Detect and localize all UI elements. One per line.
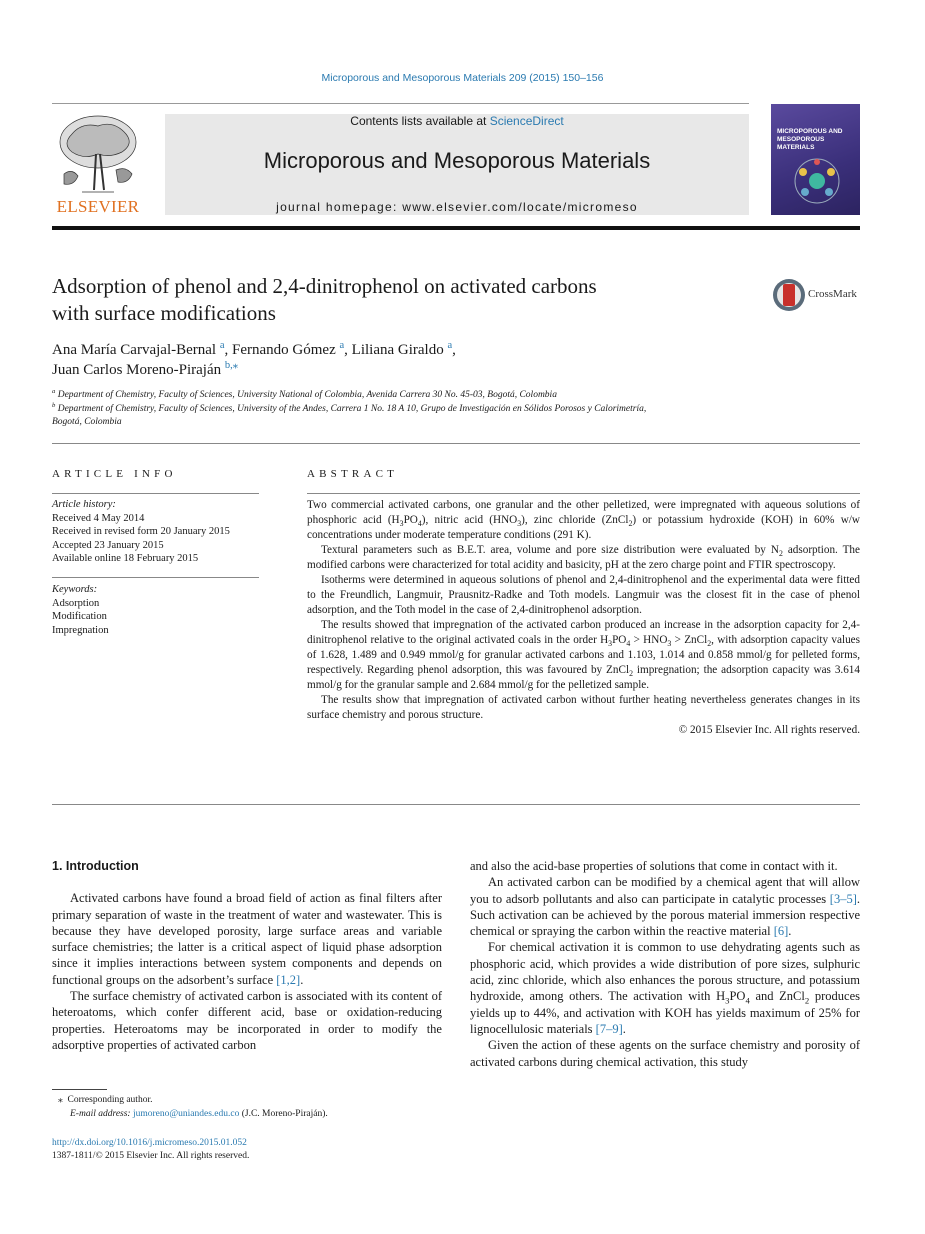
divider xyxy=(52,577,259,578)
history-label: Article history: xyxy=(52,499,116,510)
abstract-label: ABSTRACT xyxy=(307,468,399,480)
keyword-item: Adsorption xyxy=(52,597,100,609)
body-paragraph: and also the acid-base properties of solutions that come in contact with it. xyxy=(470,859,838,873)
affiliations xyxy=(52,389,812,430)
keyword-item: Modification xyxy=(52,611,107,622)
footnote xyxy=(52,1093,442,1121)
author-list: Ana María Carvajal-Bernal $^a$, Fernando Gómez $^a$, Liliana Giraldo $^a$, Juan Carlos Moreno-Piraján $^{b,⁎}$ xyxy=(52,340,456,378)
sciencedirect-link[interactable]: ScienceDirect xyxy=(489,114,564,128)
author-mark[interactable]: b,⁎ xyxy=(224,360,239,371)
affiliation-mark: a xyxy=(52,387,56,395)
email-link[interactable]: jumoreno@uniandes.edu.co xyxy=(132,1109,240,1119)
author-name[interactable]: Ana María Carvajal-Bernal xyxy=(52,342,217,358)
email-suffix: (J.C. Moreno-Piraján). xyxy=(241,1109,328,1119)
divider xyxy=(307,493,860,494)
author-mark[interactable]: a xyxy=(339,340,345,351)
molecule-icon xyxy=(785,154,849,208)
abstract-paragraph: The results show that impregnation of activated carbon without further heating nevertheless generates changes in its surface chemistry and porous structure. xyxy=(307,694,860,721)
doi-block xyxy=(52,1137,249,1163)
citation-link[interactable]: [7–9] xyxy=(595,1021,623,1036)
paragraph-text: An activated carbon can be modified by a chemical agent that will allow you to adsorb pollutants and also can participate in catalytic processes xyxy=(470,875,860,906)
keywords xyxy=(52,583,262,637)
elsevier-wordmark: ELSEVIER xyxy=(56,197,140,216)
citation-link[interactable]: [3–5] xyxy=(829,891,857,906)
citation-link[interactable]: [6] xyxy=(773,924,789,939)
keywords-label: Keywords: xyxy=(52,584,98,595)
body-paragraph: Given the action of these agents on the surface chemistry and porosity of activated carbons during chemical activation, this study xyxy=(470,1038,860,1069)
keyword-item: Impregnation xyxy=(52,624,109,636)
history-item: Available online 18 February 2015 xyxy=(52,553,199,564)
author-name[interactable]: Juan Carlos Moreno-Piraján xyxy=(52,362,222,378)
author-mark[interactable]: a xyxy=(447,340,453,351)
paragraph-text: For chemical activation it is common to use dehydrating agents such as phosphoric acid, which provides a wide distribution of pore sizes, sulphuric acid, zinc chloride, which also enhances the porous structure, and potassium hydroxide, among others. The activation with $H_3PO_4$ and ZnCl$_2$ produces yields up to 44%, and activation with KOH has yields maximum of 25% for lignocellulosic materials xyxy=(470,940,860,1036)
abstract-paragraph: Two commercial activated carbons, one granular and the other pelletized, were impregnated with aqueous solutions of phosphoric acid $(H_3PO_4)$, nitric acid $(HNO_3)$, zinc chloride (ZnCl$_2$) or potassium hydroxide (KOH) in 60% w/w concentrations under moderate temperature conditions (291 K). xyxy=(307,499,860,541)
title-line-2: with surface modifications xyxy=(52,301,276,325)
affiliation-b xyxy=(52,403,812,417)
body-paragraph: The surface chemistry of activated carbon is associated with its content of heteroatoms, which confer different acid, base or oxidation-reducing properties. Heteroatoms may be incorporated in order to modify the adsorptive properties of activated carbon xyxy=(52,989,442,1052)
corresponding-text: Corresponding author. xyxy=(67,1095,153,1105)
journal-title: Microporous and Mesoporous Materials xyxy=(263,148,651,173)
crossmark-badge[interactable] xyxy=(772,278,862,312)
body-paragraph: For chemical activation it is common to use dehydrating agents such as phosphoric acid, which provides a wide distribution of pore sizes, sulphuric acid, zinc chloride, which also enhances the porous structure, and potassium hydroxide, among others. The activation with $H_3PO_4$ and ZnCl$_2$ produces yields up to 44%, and activation with KOH has yields maximum of 25% for lignocellulosic materials [7–9]. xyxy=(470,940,860,1036)
abstract-paragraph: The results showed that impregnation of the activated carbon produced an increase in the adsorption capacity for 2,4-dinitrophenol relative to the original activated coals in the order $H_3PO_4 > HNO_3$ > ZnCl$_2$, with adsorption capacity values of 1.628, 1.489 and 0.949 mmol/g for granular activated carbons and 1.103, 1.014 and 0.858 mmol/g for pelleted forms, respectively. Regarding phenol adsorption, this was favoured by ZnCl$_2$ impregnation; the adsorption capacity was 3.614 mmol/g for the granular sample and 2.684 mmol/g for the pelletized sample. xyxy=(307,619,860,691)
footnote-rule xyxy=(52,1089,107,1090)
author-name[interactable]: Fernando Gómez xyxy=(232,342,336,358)
divider xyxy=(52,804,860,805)
contents-prefix: Contents lists available at xyxy=(350,114,490,128)
email-label: E-mail address: xyxy=(70,1109,131,1119)
abstract-body xyxy=(307,498,860,738)
abstract-paragraph: Textural parameters such as B.E.T. area, volume and pore size distribution were evaluated by $N_2$ adsorption. The modified carbons were characterized for total acidity and basicity, pH at the zero charge point and FTIR spectroscopy. xyxy=(307,544,860,571)
body-column-right xyxy=(470,858,860,1070)
history-item: Accepted 23 January 2015 xyxy=(52,539,164,551)
journal-cover-image xyxy=(771,104,860,215)
paragraph-text: . Such activation can be achieved by the porous material immersion respective chemical or spraying the carbon within the reactive material xyxy=(470,891,860,939)
doi-link[interactable]: http://dx.doi.org/10.1016/j.micromeso.2015.01.052 xyxy=(52,1138,247,1148)
corresponding-note: ⁎ Corresponding author. xyxy=(58,1095,153,1105)
section-heading: 1. Introduction xyxy=(52,859,139,873)
article-info-label: ARTICLE INFO xyxy=(52,468,177,480)
affiliation-text: Department of Chemistry, Faculty of Sciences, University of the Andes, Carrera 1 No. 18 A 10, Grupo de Investigación en Sólidos Porosos y Calorimetría, xyxy=(57,403,647,414)
article-history xyxy=(52,498,262,566)
header-thick-rule xyxy=(52,226,860,230)
crossmark-label: CrossMark xyxy=(808,288,857,300)
body-paragraph: An activated carbon can be modified by a chemical agent that will allow you to adsorb pollutants and also can participate in catalytic processes [3–5]. Such activation can be achieved by the porous material immersion respective chemical or spraying the carbon within the reactive material [6]. xyxy=(470,875,860,939)
elsevier-logo xyxy=(52,112,144,216)
affiliation-mark: b xyxy=(52,401,56,409)
affiliation-text: Department of Chemistry, Faculty of Sciences, University National of Colombia, Avenida Carrera 30 No. 45-03, Bogotá, Colombia xyxy=(57,390,557,400)
article-title xyxy=(52,273,732,327)
email-note xyxy=(52,1107,442,1121)
history-item: Received 4 May 2014 xyxy=(52,512,145,524)
copyright-notice: © 2015 Elsevier Inc. All rights reserved. xyxy=(678,724,860,736)
header-rule xyxy=(52,103,749,104)
citation-link[interactable]: [1,2] xyxy=(276,972,301,987)
affiliation-a xyxy=(52,389,812,403)
body-paragraph: Activated carbons have found a broad field of action as final filters after primary separation of waste in the treatment of water and wastewater. This is because they have developed porosity, large surface areas and variable surface chemistries; the latter is a critical aspect of liquid phase adsorption since it implies interactions between system components and depends on functional groups on the adsorbent’s surface [1,2]. xyxy=(52,891,442,987)
issn-line: 1387-1811/© 2015 Elsevier Inc. All rights reserved. xyxy=(52,1151,250,1161)
author-name[interactable]: Liliana Giraldo xyxy=(351,342,444,358)
affiliation-b-cont: Bogotá, Colombia xyxy=(52,417,122,427)
abstract-paragraph: Isotherms were determined in aqueous solutions of phenol and 2,4-dinitrophenol and the experimental data were fitted to the Freundlich, Langmuir, Prausnitz-Radke and Toth models. Langmuir was the closest fit in the case of phenol adsorption, and the Toth model in the case of 2,4-dinitrophenol adsorption. xyxy=(307,574,860,616)
paragraph-text: Activated carbons have found a broad field of action as final filters after primary separation of waste in the treatment of water and wastewater. This is because they have developed porosity, large surface areas and variable surface chemistries; the latter is a critical aspect of liquid phase adsorption since it implies interactions between system components and depends on functional groups on the adsorbent’s surface xyxy=(52,891,442,987)
history-item: Received in revised form 20 January 2015 xyxy=(52,526,230,537)
crossmark-icon xyxy=(772,278,806,312)
divider xyxy=(52,443,860,444)
body-column-left xyxy=(52,858,442,1053)
contents-line xyxy=(165,114,749,128)
journal-homepage[interactable]: journal homepage: www.elsevier.com/locate/micromeso xyxy=(276,200,638,214)
title-line-1: Adsorption of phenol and 2,4-dinitrophenol on activated carbons xyxy=(52,274,597,298)
journal-reference[interactable]: Microporous and Mesoporous Materials 209 (2015) 150–156 xyxy=(321,72,604,84)
cover-title: MICROPOROUS AND MESOPOROUS MATERIALS xyxy=(777,128,843,151)
author-mark[interactable]: a xyxy=(219,340,225,351)
divider xyxy=(52,493,259,494)
